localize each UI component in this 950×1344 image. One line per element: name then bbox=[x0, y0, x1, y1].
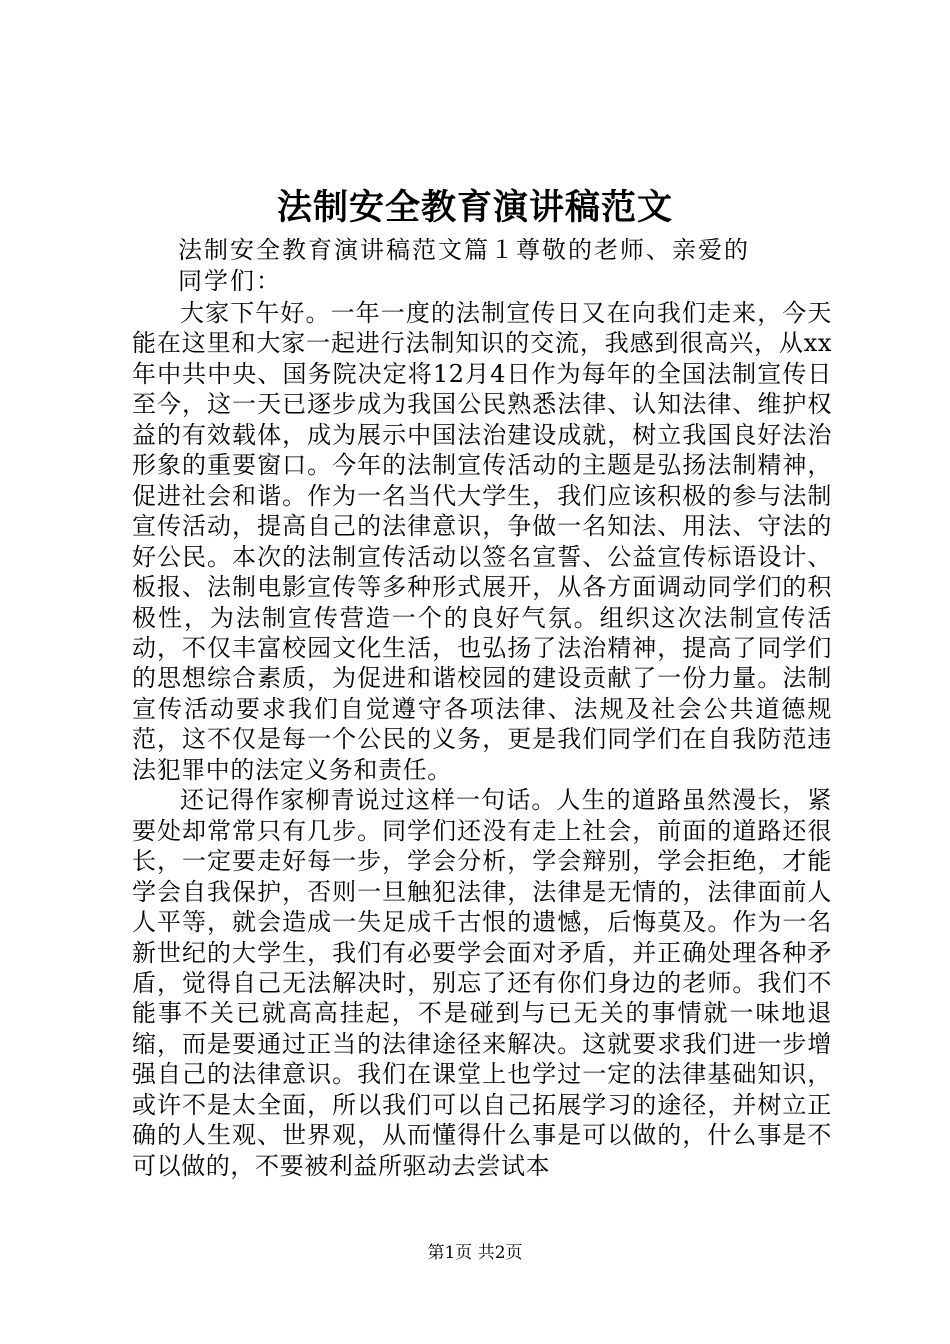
paragraph-2: 还记得作家柳青说过这样一句话。人生的道路虽然漫长，紧要处却常常只有几步。同学们还没有走上社会，前面的道路还很长，一定要走好每一步，学会分析，学会辩别，学会拒绝，才能学会自我保护，否则一旦触犯法律，法律是无情的，法律面前人人平等，就会造成一失足成千古恨的遗憾，后悔莫及。作为一名新世纪的大学生，我们有必要学会面对矛盾，并正确处理各种矛盾，觉得自己无法解决时，别忘了还有你们身边的老师。我们不能事不关已就高高挂起，不是碰到与已无关的事情就一味地退缩，而是要通过正当的法律途径来解决。这就要求我们进一步增强自己的法律意识。我们在课堂上也学过一定的法律基础知识，或许不是太全面，所以我们可以自己拓展学习的途径，并树立正确的人生观、世界观，从而懂得什么事是可以做的，什么事是不可以做的，不要被利益所驱动去尝试本 bbox=[132, 786, 832, 1180]
subtitle-line-2: 同学们： bbox=[178, 267, 282, 295]
document-subtitle bbox=[178, 235, 778, 297]
document-title: 法制安全教育演讲稿范文 bbox=[276, 187, 673, 228]
page-footer: 第1页 共2页 bbox=[427, 1243, 523, 1263]
subtitle-line-1: 法制安全教育演讲稿范文篇１尊敬的老师、亲爱的 bbox=[178, 236, 750, 264]
paragraph-1: 大家下午好。一年一度的法制宣传日又在向我们走来，今天能在这里和大家一起进行法制知识的交流，我感到很高兴，从xx年中共中央、国务院决定将12月4日作为每年的全国法制宣传日至今，这一天已逐步成为我国公民熟悉法律、认知法律、维护权益的有效载体，成为展示中国法治建设成就，树立我国良好法治形象的重要窗口。今年的法制宣传活动的主题是弘扬法制精神，促进社会和谐。作为一名当代大学生，我们应该积极的参与法制宣传活动，提高自己的法律意识，争做一名知法、用法、守法的好公民。本次的法制宣传活动以签名宣誓、公益宣传标语设计、板报、法制电影宣传等多种形式展开，从各方面调动同学们的积极性，为法制宣传营造一个的良好气氛。组织这次法制宣传活动，不仅丰富校园文化生活，也弘扬了法治精神，提高了同学们的思想综合素质，为促进和谐校园的建设贡献了一份力量。法制宣传活动要求我们自觉遵守各项法律、法规及社会公共道德规范，这不仅是每一个公民的义务，更是我们同学们在自我防范违法犯罪中的法定义务和责任。 bbox=[132, 299, 832, 784]
document-body bbox=[132, 298, 832, 1181]
